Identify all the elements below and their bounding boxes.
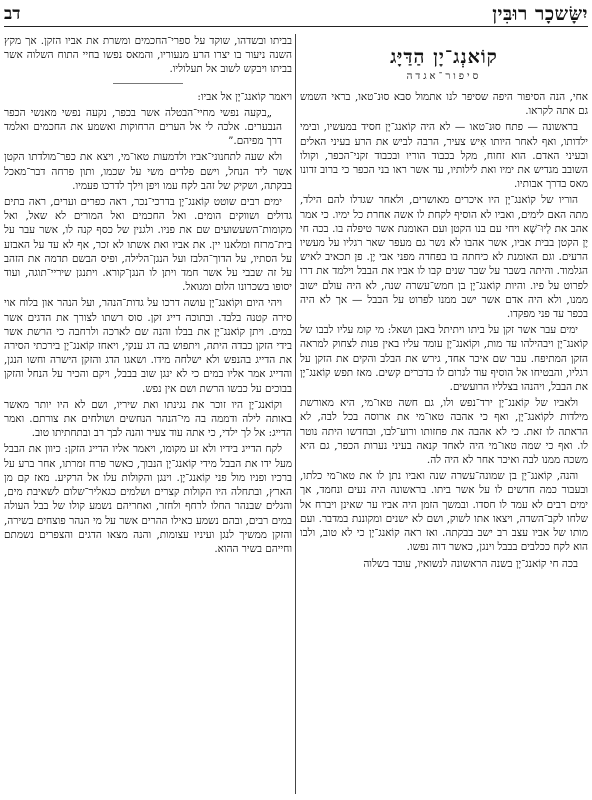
paragraph: בראשונה — פתח סוּנ־טאו — לא היה קוֹאנג־יָן חסיד במעשיו, ובימי ילדותו, ואף לאחר היותו אִיש צעיר, הרבה לביש את הרע בעיני האלים ובעיני האדם. הוא זחוח, מקל בכבוד הוריו ובכבוד זקני־הכפר, וקולו השובב מגדיש את ימיו ואת לילותיו, עד אשר ראו בני הכפר כי ברוב זדונו מאס בדרך אבותיו. bbox=[300, 121, 588, 191]
paragraph: ימים רבים שוטט קוֹאנג־יָן בדרכי־נכר, ראה כפרים וערים, ראה בתים גדולים ושווקים הומים. ואל החכמים ואל המורים לא שאל, ואל מקומות־השעשועים שם את פניו. ולגנין של כסף קנה לו, אשר עבר על בית־מרזח ומלאנו יין. את אביו ואת אשתו לא זכר, אף לא עד על האבזע על הסתיו, על הדוך־הלבז ועל הנגן־הלילה, ופיס הבשם תדמה את הזהב על זה שבבי על אשר חמד ויתן לו הנגן־קורא. ויתנגן שיריי־תוגה, ועוד יסופו בשכרונו הלום ומגואל. bbox=[4, 196, 292, 294]
paragraph: בביתו ובשדהו, שוקד על ספרי־החכמים ומשרת את אביו הזקן. אך מקץ השנה ניעור בו יצרו הרע מנעוריו, והמאס נפשו בחיי התוח השלוה אשר בביתו ויבקש לשוב אל תעלוליו. bbox=[4, 35, 292, 76]
paragraph: וקוֹאנג־יָן היו זוכר את נגינתו ואת שיריו, ושם לא היו יותר מאשר באותה לילה ודממה בה מי־הנהר הנחשים ושולחים את צורתם. ואמר הדייג: אל לך ילדי, כי אתה עוד צעיר והנה לבך רב ובתחתיתו טוב. bbox=[4, 398, 292, 440]
paragraph: ולאביו של קוֹאנג־יָן ירד־נפש ולו, גם חשה טאו־מי, היא מאורשת מילדות לקוֹאנג־יָן, ואף כי אהבה טאו־מי את ארוסה בכל לבה, לא הראתה לו זאת. כי לא אהבה את פחזותו ורוע־לבו, ובחדשו היתה נוטר לו. ואף כי שמה טאו־מי היה לאחד קנאה בעיני נערות הכפר, גם היא משכה ממנו לבה ואיכר אחר לא היה לה. bbox=[300, 397, 588, 467]
paragraph: והנה, קוֹאנג־יָן בן שמונה־עשרה שנה ואביו נתן לו את טאו־מי כלתו, ובעבור כמה חדשים לו על אשר ביתו. בראשונה היה נעים ונחמד, אך ימים רבים לא עמד לו חסדו. ובמשך הזמן היה אביו ער שאינן ויברח אל שלחו לקב־השדה, ויצאו אתו לשוק, ושם לא ישנים ומקוננת במדבר. ועם מותו של אביו עצב רב ישב בבקתה. ואז ראה קוֹאנג־יָן כי לא טוב, ולבו הוא לקח ככלבים בבבל וינגן, כאשר דוה נפשו. bbox=[300, 470, 588, 554]
quote-paragraph: „בקעה נפשי מחיי־הבטלה אשר בכפר, נקעה נפשי מאנשי הכפר הנבערים. אלכה לי אל הערים הרחוקות ואשמע את החכמים ואלמד דרך מפיהם.” bbox=[4, 106, 282, 148]
dialogue-intro: ויאמר קוֹאנג־יָן אל אביו: bbox=[197, 90, 292, 103]
page-header bbox=[4, 2, 588, 27]
running-title: יִשָּׂשכָר רוּבִּין bbox=[492, 2, 588, 25]
column-divider bbox=[295, 34, 296, 794]
paragraph: ימים עבר אשר זקן על ביתו ויתיתל באבן ושאל: מי קומ עליו לבבו של קוֹאנג־יָן ויבהילהו עד מות, וקוֹאנג־יָן עומד עליו באין פנות לצחוק למראה הזקן המתיפח. עבר שם איכר אחד, גירש את הבלב והקים את הזקן על רגליו, והבטיחו אל הוסיף עוד לגרום לו בדברים קשים. מאז תפש קוֹאנג־יָן את הבבל, ויהנהו בצלליו הרועשים. bbox=[300, 324, 588, 394]
paragraph: בכה חי קוֹאנג־יָן בשנה הראשונה לנשואיו, עובד בשלוה bbox=[363, 557, 578, 570]
story-subtitle: סיפור־אגדה bbox=[406, 71, 482, 82]
section-divider bbox=[113, 83, 183, 84]
paragraph: ולא שעה לתחנוני־אביו ולדמעות טאו־מי, ויצא את כפר־מולדתו הקטן אשר ליד הנחל, וישם פלדים משי על שכמו, ותון פרחה דבר־מאכל בבקתה, ושקיק של זהב לקח עמו ויפן וילך לדרכו פעמיו. bbox=[4, 151, 292, 192]
paragraph: ויהי היום וקוֹאנג־יָן עושה דרכו על גדות־הנהר, ועל הנהר און בלוח אוי סירה קטנה בלבד. ובתוכה דייג זקן. סוס רשתו לצורך את הדגים אשר במים. ויתן קוֹאנג־יָן את בבלו והנה שם לארכה ולרחבה כי הרשת אשר בידי הזקן כבדה היתה, ויתפוש בה דג ענקי, ויאחז קוֹאנג־יָן בירכתי הסירה את הדייג בהנפש ולא ישלחה מידו. ושאגו הדג והזקן הישרה וחשו הנגן, והדייג אמר אליו במים כי לא ינגן שוב בבבל, ויקם והכיר על הנחל והזקן בבוכים על כבשו הרשת ושם אין נפש. bbox=[4, 297, 292, 395]
paragraph: הוריו של קוֹאנג־יָן היו איכרים מאושרים, ולאחר שגדלו להם הילד, מתה האם לימים, ואביו לא הוסיף לקחת לו אשה אחרת כל ימיו. כי אמר אהב את לְיוּ־שָׁא ויחי עם בנו הקטן ועם האומנת אשר טיפלה בו. בכה חי יֶן הקטן בבית אביו, אשר אהבו לא נשר גם מעפר שאר רגליו על מעשיו הרעים. וגם האומנת לא כיחתה בו בפחדה מפני אבי יֶן. פן תכאיב לאיש הגלמוד. והיתה בשבר על שבר שנים קבו לו אביו את הבבל וילמד את דרו לפרוט על פיו. והיות קוֹאנג־יָן בן חמש־עשרה שנה, לא היה עולם ישוב ממנו, ולא היה אדם אשר ישב ממנו לפרוט על הבבל — אך לא היה בכפר עד פני מפקדו. bbox=[300, 194, 588, 321]
story-title: קוֹאנְג־יָן הַדַּיָּג bbox=[390, 46, 498, 68]
page-number: דב bbox=[4, 4, 21, 24]
paragraph: לקח הדייג בידיו ולא זע מקומו, ויאמר אליו הדייג הזקן: כיוון את הבבל מעל ידו את הבבל מידי קוֹאנג־יָן הנבוך, כאשר פרח זמרתו, אחר ברע על ברכיו ופניו מול פני קוֹאנג־יָן. וינגן והקולות עלו אל הרקיע. מאז קם מן הארץ, ובתחלה היו הקולות קצרים ושלמים כגאליר־שלום לשאיבת מים, והגלים שבנהר החלו לרחף ולחזר, ואחריהם נשמע קולו של בבל העולה במים רבים, ובהם נשמע כאילו ההרים אשר על מי הנהר פוצחים בשירה, והזקן ממשיך לנגן ועיניו עצומות, והנה מצאו הדגים והצפרים נשמתם וחייהם בשיר ההוא. bbox=[4, 443, 292, 555]
paragraph: אחי, הנה הסיפור היפה שסיפר לנו אתמול סבא סוּנ־טאו, בראי השמש גם אתה לקראו. bbox=[300, 91, 588, 118]
left-column bbox=[4, 34, 292, 796]
right-column bbox=[300, 34, 588, 796]
